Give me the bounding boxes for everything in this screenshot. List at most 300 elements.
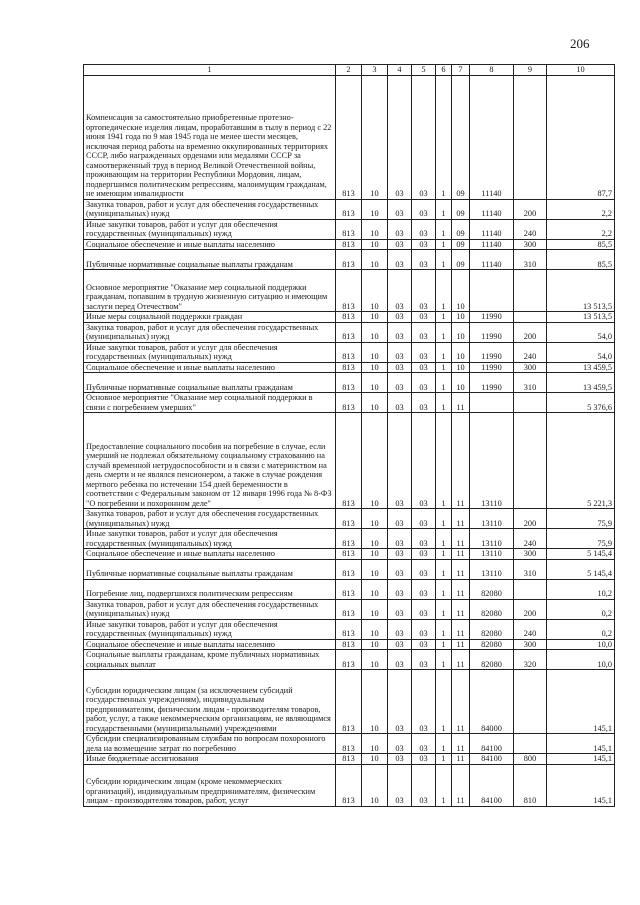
code-cell: 11 [452,764,470,806]
code-cell: 03 [388,579,412,599]
code-cell: 813 [336,239,362,250]
code-cell [514,734,547,754]
amount-cell: 2,2 [547,199,615,219]
code-cell: 200 [514,509,547,529]
table-row [84,219,615,239]
code-cell: 310 [514,373,547,393]
code-cell: 1 [436,75,452,199]
code-cell: 11140 [470,219,514,239]
code-cell: 10 [362,754,388,765]
code-cell: 10 [362,509,388,529]
code-cell: 10 [362,312,388,323]
row-name-cell: Социальное обеспечение и иные выплаты населению [84,239,336,250]
code-cell: 813 [336,199,362,219]
row-name-cell: Социальное обеспечение и иные выплаты населению [84,362,336,373]
code-cell: 1 [436,529,452,549]
code-cell: 1 [436,599,452,619]
code-cell: 11 [452,559,470,579]
code-cell: 240 [514,219,547,239]
code-cell: 03 [412,619,436,639]
column-header-8: 8 [470,65,514,76]
amount-cell: 0,2 [547,599,615,619]
code-cell: 10 [452,270,470,312]
code-cell: 03 [412,509,436,529]
code-cell: 11 [452,509,470,529]
row-name-cell: Социальные выплаты гражданам, кроме публичных нормативных социальных выплат [84,650,336,670]
code-cell [514,75,547,199]
code-cell: 11 [452,413,470,509]
code-cell: 10 [362,764,388,806]
table-row [84,579,615,599]
code-cell: 813 [336,373,362,393]
code-cell: 03 [412,373,436,393]
table-row [84,362,615,373]
code-cell: 10 [452,373,470,393]
code-cell: 13110 [470,509,514,529]
amount-cell: 10,0 [547,650,615,670]
table-row [84,393,615,413]
code-cell: 03 [388,373,412,393]
code-cell: 03 [412,239,436,250]
code-cell: 11990 [470,342,514,362]
code-cell: 03 [412,270,436,312]
column-header-3: 3 [362,65,388,76]
code-cell: 1 [436,650,452,670]
table-row [84,342,615,362]
code-cell: 09 [452,239,470,250]
code-cell: 03 [388,199,412,219]
code-cell: 84100 [470,764,514,806]
row-name-cell: Предоставление социального пособия на погребение в случае, если умерший не подлежал обязательному социальному страхованию на случай временной нетрудоспособности и в связи с материнством на день смерти и не являлся пенсионером, а также в случае рождения мертвого ребенка по истечении 154 дней беременности в соответствии с Федеральным законом от 12 января 1996 года № 8-ФЗ "О погребении и похоронном деле" [84,413,336,509]
code-cell: 03 [412,559,436,579]
code-cell: 813 [336,764,362,806]
table-row [84,650,615,670]
code-cell: 1 [436,639,452,650]
code-cell: 03 [388,529,412,549]
table-row [84,322,615,342]
code-cell [470,393,514,413]
code-cell: 11 [452,529,470,549]
code-cell: 300 [514,549,547,560]
code-cell: 813 [336,559,362,579]
code-cell: 10 [362,199,388,219]
code-cell: 300 [514,362,547,373]
code-cell: 813 [336,509,362,529]
code-cell: 09 [452,219,470,239]
row-name-cell: Иные закупки товаров, работ и услуг для обеспечения государственных (муниципальных) нужд [84,342,336,362]
row-name-cell: Компенсация за самостоятельно приобретенные протезно-ортопедические изделия лицам, проработавшим в тылу в период с 22 июня 1941 года по 9 мая 1945 года не менее шести месяцев, исключая период работы на временно оккупированных территориях СССР, либо награжденных орденами или медалями СССР за самоотверженный труд в период Великой Отечественной войны, проживающим на территории Республики Мордовия, лицам, подвергшимся политическим репрессиям, малоимущим гражданам, не имеющим инвалидности [84,75,336,199]
code-cell: 10 [362,362,388,373]
code-cell: 10 [362,650,388,670]
code-cell: 813 [336,312,362,323]
code-cell: 813 [336,529,362,549]
code-cell: 300 [514,239,547,250]
row-name-cell: Социальное обеспечение и иные выплаты населению [84,639,336,650]
amount-cell: 0,2 [547,619,615,639]
code-cell: 11140 [470,199,514,219]
code-cell: 11 [452,650,470,670]
code-cell: 03 [388,250,412,270]
code-cell: 310 [514,559,547,579]
table-header-row [84,65,615,76]
code-cell: 813 [336,362,362,373]
code-cell: 300 [514,639,547,650]
budget-table [83,64,615,807]
amount-cell: 145,1 [547,670,615,734]
row-name-cell: Закупка товаров, работ и услуг для обеспечения государственных (муниципальных) нужд [84,199,336,219]
code-cell: 03 [388,650,412,670]
table-row [84,413,615,509]
code-cell: 03 [388,764,412,806]
code-cell: 10 [362,670,388,734]
row-name-cell: Субсидии юридическим лицам (за исключением субсидий государственных учреждениям), индивидуальным предпринимателям, физическим лицам - производителям товаров, работ, услуг, а также некоммерческим организациям, не являющимся государственными (муниципальными) учреждениями [84,670,336,734]
table-row [84,509,615,529]
code-cell: 03 [412,342,436,362]
column-header-5: 5 [412,65,436,76]
row-name-cell: Погребение лиц, подвергшихся политическим репрессиям [84,579,336,599]
row-name-cell: Публичные нормативные социальные выплаты гражданам [84,250,336,270]
code-cell: 813 [336,599,362,619]
row-name-cell: Основное мероприятие "Оказание мер социальной поддержки в связи с погребением умерших" [84,393,336,413]
code-cell: 10 [362,639,388,650]
code-cell: 1 [436,250,452,270]
code-cell: 10 [452,362,470,373]
code-cell: 03 [412,734,436,754]
code-cell: 1 [436,509,452,529]
code-cell: 1 [436,619,452,639]
amount-cell: 13 459,5 [547,362,615,373]
code-cell: 200 [514,322,547,342]
code-cell: 1 [436,549,452,560]
code-cell: 10 [362,342,388,362]
code-cell: 813 [336,219,362,239]
code-cell: 03 [388,312,412,323]
code-cell: 10 [362,239,388,250]
code-cell: 813 [336,75,362,199]
amount-cell: 85,5 [547,250,615,270]
code-cell: 1 [436,219,452,239]
code-cell: 11 [452,639,470,650]
code-cell: 03 [388,639,412,650]
table-body [84,75,615,806]
code-cell: 82080 [470,579,514,599]
row-name-cell: Публичные нормативные социальные выплаты гражданам [84,373,336,393]
code-cell: 1 [436,270,452,312]
table-row [84,250,615,270]
code-cell: 1 [436,312,452,323]
table-row [84,764,615,806]
row-name-cell: Основное мероприятие "Оказание мер социальной поддержки гражданам, попавшим в трудную жизненную ситуацию и имеющим заслуги перед Отечеством" [84,270,336,312]
code-cell: 03 [388,393,412,413]
code-cell: 03 [388,413,412,509]
code-cell: 10 [362,599,388,619]
code-cell: 813 [336,393,362,413]
code-cell: 813 [336,670,362,734]
code-cell: 10 [362,322,388,342]
table-row [84,754,615,765]
code-cell: 11 [452,599,470,619]
amount-cell: 13 513,5 [547,312,615,323]
code-cell: 10 [362,579,388,599]
amount-cell: 75,9 [547,529,615,549]
code-cell: 813 [336,342,362,362]
code-cell: 1 [436,239,452,250]
amount-cell: 13 459,5 [547,373,615,393]
code-cell: 09 [452,250,470,270]
code-cell: 03 [412,413,436,509]
code-cell: 11990 [470,312,514,323]
code-cell: 240 [514,342,547,362]
code-cell: 11140 [470,75,514,199]
code-cell: 03 [388,75,412,199]
code-cell: 11 [452,754,470,765]
code-cell: 03 [388,219,412,239]
row-name-cell: Субсидии специализированным службам по вопросам похоронного дела на возмещение затрат по погребению [84,734,336,754]
code-cell: 1 [436,764,452,806]
row-name-cell: Иные закупки товаров, работ и услуг для обеспечения государственных (муниципальных) нужд [84,529,336,549]
code-cell: 310 [514,250,547,270]
code-cell: 03 [388,619,412,639]
code-cell: 813 [336,734,362,754]
table-row [84,549,615,560]
code-cell: 03 [412,393,436,413]
code-cell: 03 [412,250,436,270]
table-row [84,529,615,549]
page-number: 206 [570,36,590,51]
code-cell: 1 [436,413,452,509]
code-cell: 03 [388,599,412,619]
code-cell: 03 [388,734,412,754]
code-cell: 1 [436,199,452,219]
code-cell: 10 [362,75,388,199]
code-cell: 11 [452,549,470,560]
code-cell: 03 [388,322,412,342]
amount-cell: 13 513,5 [547,270,615,312]
code-cell: 03 [412,549,436,560]
code-cell [514,413,547,509]
code-cell: 813 [336,322,362,342]
table-row [84,239,615,250]
code-cell: 13110 [470,559,514,579]
amount-cell: 5 376,6 [547,393,615,413]
code-cell: 320 [514,650,547,670]
code-cell: 1 [436,362,452,373]
amount-cell: 75,9 [547,509,615,529]
code-cell: 03 [412,764,436,806]
code-cell [470,270,514,312]
table-row [84,639,615,650]
code-cell: 84100 [470,754,514,765]
code-cell: 03 [412,529,436,549]
amount-cell: 2,2 [547,219,615,239]
code-cell [514,670,547,734]
row-name-cell: Иные закупки товаров, работ и услуг для обеспечения государственных (муниципальных) нужд [84,219,336,239]
code-cell [514,579,547,599]
code-cell: 13110 [470,413,514,509]
table-row [84,373,615,393]
code-cell: 82080 [470,650,514,670]
row-name-cell: Закупка товаров, работ и услуг для обеспечения государственных (муниципальных) нужд [84,322,336,342]
code-cell: 1 [436,579,452,599]
amount-cell: 87,7 [547,75,615,199]
table-row [84,270,615,312]
code-cell: 10 [362,619,388,639]
code-cell: 810 [514,764,547,806]
table-row [84,559,615,579]
code-cell: 03 [412,599,436,619]
amount-cell: 10,2 [547,579,615,599]
column-header-4: 4 [388,65,412,76]
column-header-9: 9 [514,65,547,76]
code-cell: 84000 [470,670,514,734]
code-cell: 03 [412,219,436,239]
amount-cell: 5 145,4 [547,559,615,579]
amount-cell: 54,0 [547,342,615,362]
code-cell: 1 [436,670,452,734]
code-cell: 10 [362,559,388,579]
amount-cell: 145,1 [547,734,615,754]
code-cell: 09 [452,75,470,199]
code-cell: 1 [436,393,452,413]
table-row [84,312,615,323]
code-cell: 813 [336,270,362,312]
code-cell: 03 [412,322,436,342]
code-cell: 200 [514,599,547,619]
code-cell: 03 [388,549,412,560]
code-cell: 813 [336,754,362,765]
code-cell: 200 [514,199,547,219]
amount-cell: 5 145,4 [547,549,615,560]
code-cell: 10 [362,413,388,509]
column-header-2: 2 [336,65,362,76]
code-cell: 11 [452,670,470,734]
code-cell: 03 [412,75,436,199]
row-name-cell: Закупка товаров, работ и услуг для обеспечения государственных (муниципальных) нужд [84,509,336,529]
code-cell: 10 [452,312,470,323]
amount-cell: 10,0 [547,639,615,650]
code-cell: 03 [388,559,412,579]
code-cell: 11 [452,393,470,413]
code-cell: 1 [436,373,452,393]
amount-cell: 145,1 [547,754,615,765]
column-header-7: 7 [452,65,470,76]
code-cell: 11990 [470,362,514,373]
code-cell [514,270,547,312]
column-header-10: 10 [547,65,615,76]
code-cell: 13110 [470,549,514,560]
code-cell: 800 [514,754,547,765]
code-cell: 84100 [470,734,514,754]
code-cell: 10 [362,529,388,549]
row-name-cell: Закупка товаров, работ и услуг для обеспечения государственных (муниципальных) нужд [84,599,336,619]
code-cell: 240 [514,529,547,549]
amount-cell: 145,1 [547,764,615,806]
code-cell: 03 [388,342,412,362]
table-row [84,734,615,754]
code-cell: 813 [336,619,362,639]
row-name-cell: Иные меры социальной поддержки граждан [84,312,336,323]
code-cell: 03 [388,362,412,373]
row-name-cell: Публичные нормативные социальные выплаты гражданам [84,559,336,579]
table-row [84,670,615,734]
amount-cell: 5 221,3 [547,413,615,509]
table-row [84,599,615,619]
code-cell: 813 [336,250,362,270]
code-cell: 10 [452,322,470,342]
code-cell: 03 [388,670,412,734]
code-cell: 11 [452,619,470,639]
code-cell: 813 [336,650,362,670]
code-cell: 11 [452,579,470,599]
code-cell: 03 [412,312,436,323]
code-cell: 11990 [470,322,514,342]
code-cell: 813 [336,413,362,509]
code-cell: 03 [412,754,436,765]
amount-cell: 85,5 [547,239,615,250]
code-cell: 03 [412,639,436,650]
code-cell: 1 [436,342,452,362]
code-cell: 03 [412,362,436,373]
code-cell: 10 [362,373,388,393]
code-cell: 1 [436,559,452,579]
code-cell [514,312,547,323]
code-cell: 10 [452,342,470,362]
code-cell: 03 [388,754,412,765]
code-cell: 09 [452,199,470,219]
code-cell: 1 [436,754,452,765]
code-cell: 10 [362,270,388,312]
code-cell: 03 [412,199,436,219]
code-cell: 03 [388,509,412,529]
code-cell: 1 [436,734,452,754]
code-cell: 03 [412,650,436,670]
code-cell: 11 [452,734,470,754]
code-cell: 813 [336,549,362,560]
row-name-cell: Социальное обеспечение и иные выплаты населению [84,549,336,560]
code-cell: 03 [388,270,412,312]
code-cell [514,393,547,413]
code-cell: 03 [412,579,436,599]
code-cell: 813 [336,579,362,599]
code-cell: 03 [388,239,412,250]
code-cell: 13110 [470,529,514,549]
table-row [84,75,615,199]
code-cell: 03 [412,670,436,734]
code-cell: 10 [362,250,388,270]
amount-cell: 54,0 [547,322,615,342]
column-header-6: 6 [436,65,452,76]
code-cell: 11990 [470,373,514,393]
row-name-cell: Иные бюджетные ассигнования [84,754,336,765]
code-cell: 82080 [470,619,514,639]
code-cell: 11140 [470,239,514,250]
code-cell: 82080 [470,639,514,650]
column-header-1: 1 [84,65,336,76]
table-row [84,619,615,639]
code-cell: 10 [362,549,388,560]
code-cell: 10 [362,219,388,239]
row-name-cell: Субсидии юридическим лицам (кроме некоммерческих организаций), индивидуальным предпринимателям, физическим лицам - производителям товаров, работ, услуг [84,764,336,806]
code-cell: 1 [436,322,452,342]
code-cell: 813 [336,639,362,650]
code-cell: 10 [362,393,388,413]
code-cell: 10 [362,734,388,754]
code-cell: 82080 [470,599,514,619]
row-name-cell: Иные закупки товаров, работ и услуг для обеспечения государственных (муниципальных) нужд [84,619,336,639]
table-row [84,199,615,219]
code-cell: 11140 [470,250,514,270]
code-cell: 240 [514,619,547,639]
